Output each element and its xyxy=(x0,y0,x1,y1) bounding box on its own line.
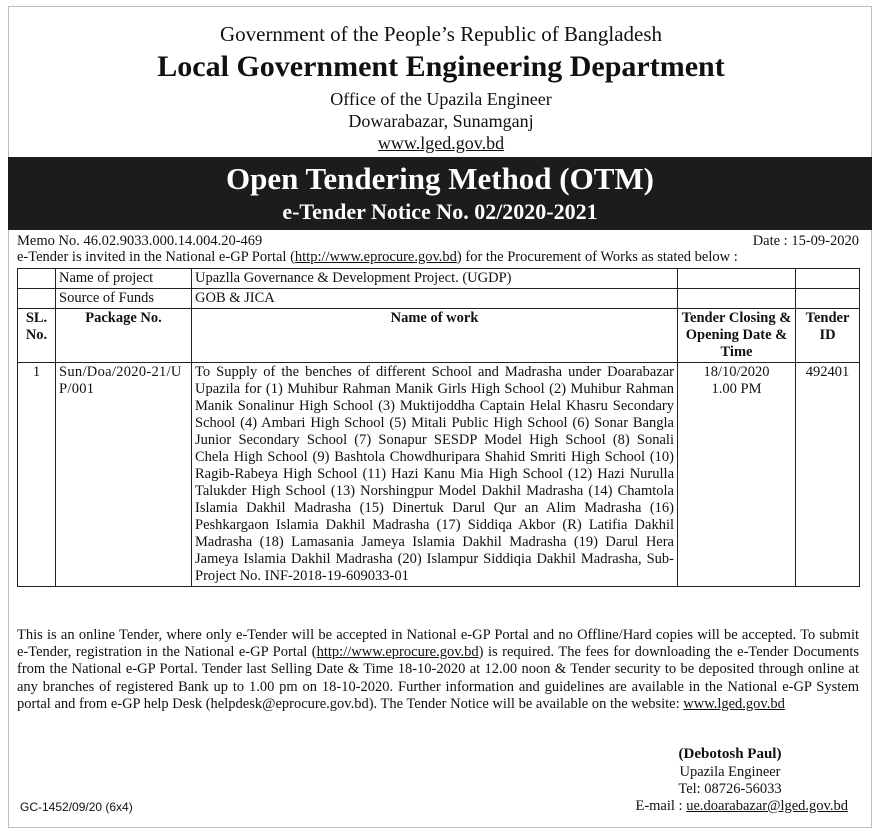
government-heading: Government of the People’s Republic of Bangladesh xyxy=(219,22,663,46)
empty-cell xyxy=(796,289,860,309)
office-name: Office of the Upazila Engineer xyxy=(330,89,552,109)
signatory-email-line xyxy=(488,798,848,815)
header-closing: Tender Closing & Opening Date & Time xyxy=(678,309,796,363)
office-location: Dowarabazar, Sunamganj xyxy=(348,111,534,131)
empty-cell xyxy=(678,269,796,289)
row-closing-time: 1.00 PM xyxy=(711,381,762,397)
funds-row xyxy=(18,289,860,309)
footer-text-2: ) is required. The fees for downloading the e-Tender Documents from the National e-GP Portal. Tender last Selling Date & Time 18-10-2020 at 12.00 noon & Tender security to be deposited through online at any branches of registered Bank up to 1.00 pm on 18-10-2020. Further information and guidelines are available in the National e-GP System portal and from e-GP help Desk (helpdesk@eprocure.gov.bd). The Tender Notice will be available on the website: xyxy=(17,644,859,712)
footer-website-link[interactable]: www.lged.gov.bd xyxy=(683,695,785,712)
empty-cell xyxy=(18,289,56,309)
egp-portal-link[interactable]: http://www.eprocure.gov.bd xyxy=(294,249,457,265)
empty-cell xyxy=(18,269,56,289)
funds-label: Source of Funds xyxy=(56,289,192,309)
signatory-name: (Debotosh Paul) xyxy=(678,746,782,762)
footer-text-1: This is an online Tender, where only e-Tender will be accepted in National e-GP Portal and no Offline/Hard copies will be accepted. To submit e-Tender, registration in the National e-GP Portal ( xyxy=(17,627,859,661)
row-closing-date: 18/10/2020 xyxy=(703,364,770,380)
header-work: Name of work xyxy=(192,309,678,363)
email-label: E-mail : xyxy=(635,798,687,814)
empty-cell xyxy=(678,289,796,309)
header-sl: SL. No. xyxy=(18,309,56,363)
row-closing xyxy=(678,363,796,587)
memo-date: Date : 15-09-2020 xyxy=(752,233,859,249)
table-header-row xyxy=(18,309,860,363)
tender-method-title: Open Tendering Method (OTM) xyxy=(225,161,654,196)
header-package: Package No. xyxy=(56,309,192,363)
footer-paragraph xyxy=(17,627,859,713)
row-tender-id: 492401 xyxy=(796,363,860,587)
invitation-text-post: ) for the Procurement of Works as stated below : xyxy=(456,249,738,265)
notice-code: GC-1452/09/20 (6x4) xyxy=(20,800,133,814)
department-title: Local Government Engineering Department xyxy=(157,50,725,83)
empty-cell xyxy=(796,269,860,289)
memo-line xyxy=(17,233,859,250)
invitation-line xyxy=(17,249,859,266)
email-link[interactable]: ue.doarabazar@lged.gov.bd xyxy=(686,798,848,814)
signatory-tel: Tel: 08726-56033 xyxy=(678,781,782,797)
invitation-text-pre: e-Tender is invited in the National e-GP Portal ( xyxy=(17,249,295,265)
header-website-link[interactable]: www.lged.gov.bd xyxy=(377,133,505,153)
table-row xyxy=(18,363,860,587)
tender-notice-number: e-Tender Notice No. 02/2020-2021 xyxy=(282,199,598,224)
project-label: Name of project xyxy=(56,269,192,289)
row-package: Sun/Doa/2020-21/UP/001 xyxy=(56,363,192,587)
memo-number: Memo No. 46.02.9033.000.14.004.20-469 xyxy=(17,233,263,249)
row-work: To Supply of the benches of different School and Madrasha under Doarabazar Upazila for (1) Muhibur Rahman Manik Girls High School (2) Muhibur Rahman Manik Sonalinur High School (3) Muktijoddha Captain Helal Khasru Secondary School (4) Ambari High School (5) Mitali Public High School (6) Sonar Bangla Junior Secondary School (7) Sonapur SESDP Model High School (8) Sonali Chela High School (9) Bashtola Chowdhuripara Shahid Smriti High School (10) Ragib-Rabeya High School (11) Hazi Kanu Mia High School (12) Hazi Nurulla Talukder High School (13) Norshingpur Model Dakhil Madrasha (14) Chamtola Islamia Dakhil Madrasha (15) Dinertuk Darul Qur an Alim Madrasha (16) Peshkargaon Islamia Dakhil Madrasha (17) Siddiqa Akbor (R) Latifia Dakhil Madrasha (18) Lamasania Jameya Islamia Dakhil Madrasha (19) Darul Hera Jameya Islamia Dakhil Madrasha (20) Islampur Siddiqia Dakhil Madrasha, Sub-Project No. INF-2018-19-609033-01 xyxy=(192,363,678,587)
header-tender-id: Tender ID xyxy=(796,309,860,363)
funds-value: GOB & JICA xyxy=(192,289,678,309)
project-row xyxy=(18,269,860,289)
footer-egp-link[interactable]: http://www.eprocure.gov.bd xyxy=(316,644,479,661)
tender-banner xyxy=(8,157,872,230)
row-sl: 1 xyxy=(18,363,56,587)
signatory-title: Upazila Engineer xyxy=(679,764,781,780)
project-value: Upazlla Governance & Development Project. (UGDP) xyxy=(192,269,678,289)
tender-table xyxy=(17,268,860,587)
